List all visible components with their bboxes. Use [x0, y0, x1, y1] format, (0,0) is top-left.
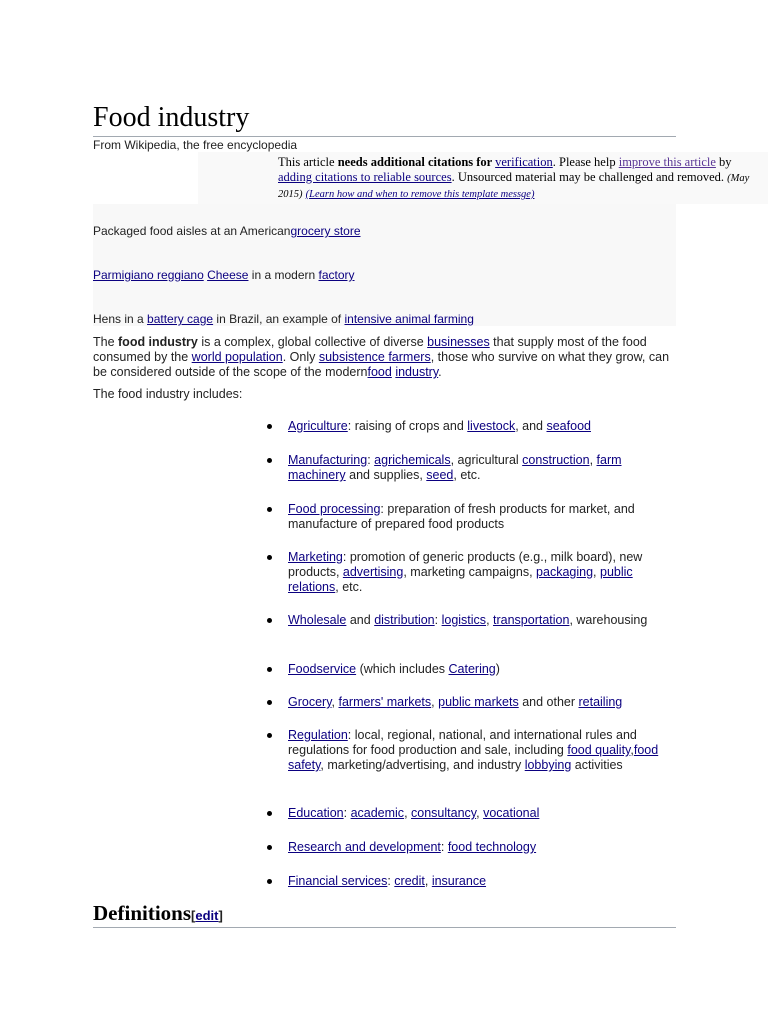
includes-text: The food industry includes:: [93, 387, 243, 401]
verification-link[interactable]: verification: [495, 155, 553, 169]
construction-link[interactable]: construction: [522, 453, 590, 467]
intensive-farming-link[interactable]: intensive animal farming: [344, 312, 474, 326]
list-item-food-processing: Food processing: preparation of fresh products for market, and manufacture of prepared food products: [288, 502, 678, 532]
bullet-icon: [267, 879, 272, 884]
list-item-wholesale: Wholesale and distribution: logistics, transportation, warehousing: [288, 613, 678, 628]
distribution-link[interactable]: distribution: [374, 613, 435, 627]
vocational-link[interactable]: vocational: [483, 806, 540, 820]
bullet-icon: [267, 507, 272, 512]
bullet-icon: [267, 811, 272, 816]
subsistence-farmers-link[interactable]: subsistence farmers: [318, 350, 431, 364]
bullet-icon: [267, 845, 272, 850]
logistics-link[interactable]: logistics: [441, 613, 487, 627]
edit-section: [edit]: [191, 908, 223, 923]
grocery-store-link[interactable]: grocery store: [290, 224, 361, 238]
agriculture-link[interactable]: Agriculture: [288, 419, 348, 433]
bullet-icon: [267, 618, 272, 623]
financial-services-link[interactable]: Financial services: [288, 874, 388, 888]
learn-remove-link[interactable]: (Learn how and when to remove this template messge): [305, 189, 535, 200]
regulation-link[interactable]: Regulation: [288, 728, 348, 742]
list-item-foodservice: Foodservice (which includes Catering): [288, 662, 678, 677]
insurance-link[interactable]: insurance: [431, 874, 487, 888]
parmigiano-link[interactable]: Parmigiano reggiano: [93, 268, 204, 282]
credit-link[interactable]: credit: [394, 874, 425, 888]
caption-cheese: Parmigiano reggiano Cheese in a modern factory: [93, 268, 355, 282]
caption-hens: Hens in a battery cage in Brazil, an example of intensive animal farming: [93, 312, 474, 326]
tagline: From Wikipedia, the free encyclopedia: [93, 138, 298, 152]
bullet-icon: [267, 424, 272, 429]
page-title: Food industry: [93, 100, 676, 137]
bullet-icon: [267, 667, 272, 672]
seafood-link[interactable]: seafood: [546, 419, 591, 433]
seed-link[interactable]: seed: [426, 468, 454, 482]
research-development-link[interactable]: Research and development: [288, 840, 441, 854]
bullet-icon: [267, 555, 272, 560]
retailing-link[interactable]: retailing: [578, 695, 623, 709]
transportation-link[interactable]: transportation: [493, 613, 570, 627]
list-item-manufacturing: Manufacturing: agrichemicals, agricultural construction, farm machinery and supplies, seed, etc.: [288, 453, 678, 483]
world-population-link[interactable]: world population: [191, 350, 283, 364]
public-markets-link[interactable]: public markets: [438, 695, 519, 709]
list-item-agriculture: Agriculture: raising of crops and livestock, and seafood: [288, 419, 678, 434]
food-quality-link[interactable]: food quality: [567, 743, 631, 757]
image-gallery: [93, 204, 676, 326]
bullet-icon: [267, 700, 272, 705]
consultancy-link[interactable]: consultancy: [411, 806, 477, 820]
farm-machinery-link[interactable]: farm machinery: [288, 453, 622, 482]
definitions-title: Definitions: [93, 901, 192, 925]
food-safety-link[interactable]: food safety: [288, 743, 659, 772]
edit-link[interactable]: edit: [195, 908, 219, 923]
grocery-link[interactable]: Grocery: [288, 695, 332, 709]
cheese-link[interactable]: Cheese: [207, 268, 249, 282]
improve-article-link[interactable]: improve this article: [618, 155, 716, 169]
businesses-link[interactable]: businesses: [427, 335, 490, 349]
citation-notice: [198, 152, 768, 204]
public-relations-link[interactable]: public relations: [288, 565, 633, 594]
food-processing-link[interactable]: Food processing: [288, 502, 381, 516]
industry-link[interactable]: industry: [395, 365, 439, 379]
agrichemicals-link[interactable]: agrichemicals: [374, 453, 451, 467]
citation-notice-text: This article needs additional citations for verification. Please help improve this article by adding citations to reliable sources. Unsourced material may be challenged and removed. (May 2015) (Learn how and when to remove this template messge): [278, 155, 750, 200]
manufacturing-link[interactable]: Manufacturing: [288, 453, 368, 467]
factory-link[interactable]: factory: [318, 268, 355, 282]
livestock-link[interactable]: livestock: [467, 419, 516, 433]
marketing-link[interactable]: Marketing: [288, 550, 343, 564]
foodservice-link[interactable]: Foodservice: [288, 662, 357, 676]
notice-date: (May 2015): [278, 173, 750, 200]
catering-link[interactable]: Catering: [448, 662, 496, 676]
bullet-icon: [267, 733, 272, 738]
list-item-grocery: Grocery, farmers' markets, public markets and other retailing: [288, 695, 678, 710]
adding-citations-link[interactable]: adding citations to reliable sources: [278, 170, 452, 184]
lobbying-link[interactable]: lobbying: [524, 758, 572, 772]
academic-link[interactable]: academic: [350, 806, 405, 820]
battery-cage-link[interactable]: battery cage: [147, 312, 214, 326]
food-link[interactable]: food: [367, 365, 392, 379]
list-item-financial: Financial services: credit, insurance: [288, 874, 678, 889]
caption-grocery: Packaged food aisles at an Americangrocery store: [93, 224, 361, 238]
farmers-markets-link[interactable]: farmers' markets: [338, 695, 432, 709]
bullet-icon: [267, 458, 272, 463]
list-item-research: Research and development: food technology: [288, 840, 678, 855]
definitions-heading: [93, 900, 676, 928]
food-technology-link[interactable]: food technology: [447, 840, 537, 854]
packaging-link[interactable]: packaging: [536, 565, 594, 579]
education-link[interactable]: Education: [288, 806, 344, 820]
list-item-regulation: Regulation: local, regional, national, and international rules and regulations for food production and sale, including food quality,food safety, marketing/advertising, and industry lobbying activities: [288, 728, 678, 773]
list-item-marketing: Marketing: promotion of generic products (e.g., milk board), new products, advertising, marketing campaigns, packaging, public relations, etc.: [288, 550, 678, 595]
list-item-education: Education: academic, consultancy, vocational: [288, 806, 678, 821]
intro-paragraph: The food industry is a complex, global collective of diverse businesses that supply most of the food consumed by the world population. Only subsistence farmers, those who survive on what they grow, can be considered outside of the scope of the modernfood industry.: [93, 335, 670, 379]
advertising-link[interactable]: advertising: [342, 565, 404, 579]
wholesale-link[interactable]: Wholesale: [288, 613, 347, 627]
